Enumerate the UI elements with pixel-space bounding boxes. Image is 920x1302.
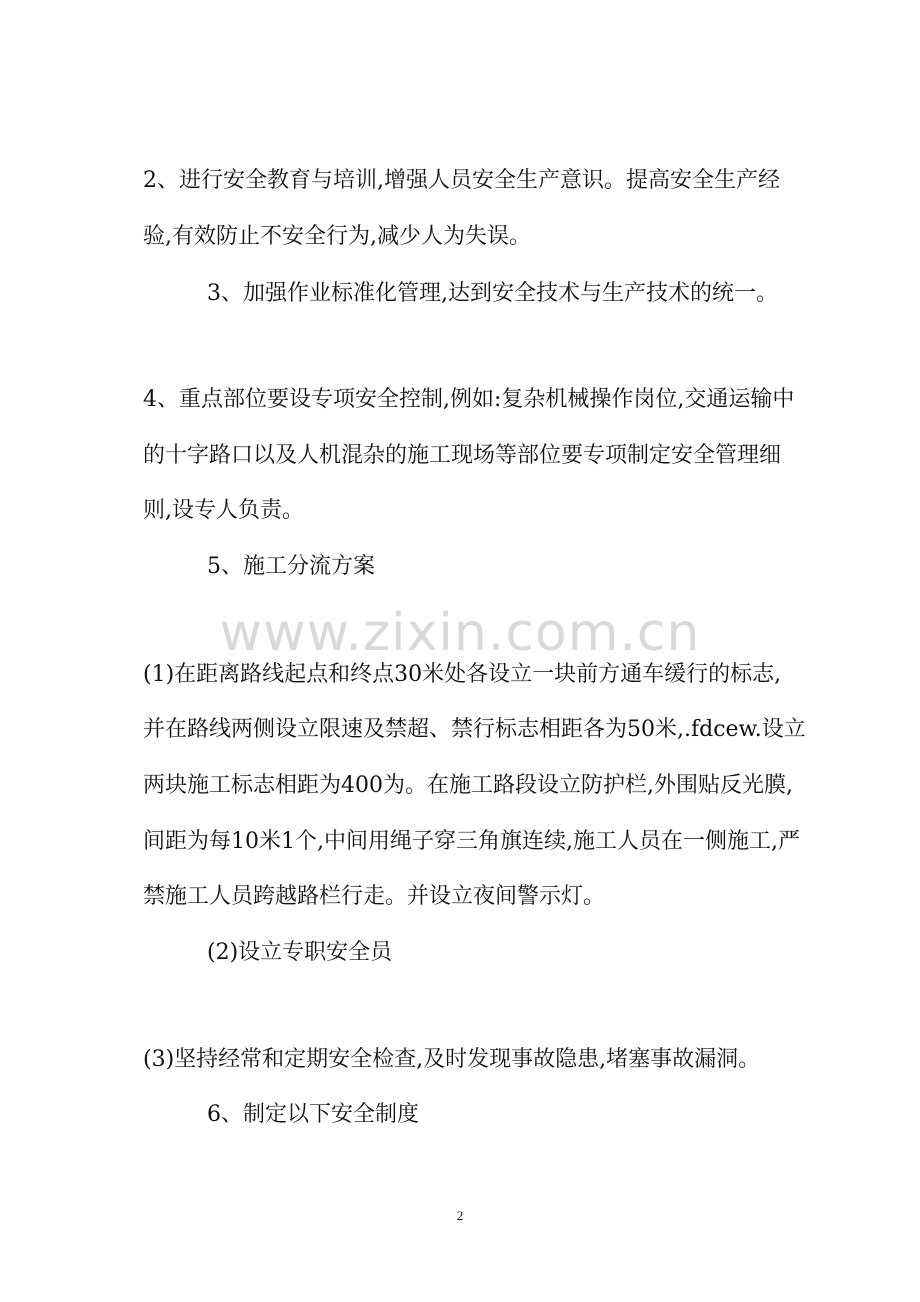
heading-6: 6、制定以下安全制度 xyxy=(207,1102,419,1127)
paragraph-4-line-3: 则,设专人负责。 xyxy=(143,498,304,523)
paragraph-5-1-line-5: 禁施工人员跨越路栏行走。并设立夜间警示灯。 xyxy=(143,884,606,909)
heading-5: 5、施工分流方案 xyxy=(207,554,375,579)
paragraph-5-1-line-3: 两块施工标志相距为400为。在施工路段设立防护栏,外围贴反光膜, xyxy=(143,773,793,798)
paragraph-4-line-2: 的十字路口以及人机混杂的施工现场等部位要专项制定安全管理细 xyxy=(143,443,782,468)
paragraph-5-2: (2)设立专职安全员 xyxy=(207,940,393,965)
paragraph-5-3: (3)坚持经常和定期安全检查,及时发现事故隐患,堵塞事故漏洞。 xyxy=(143,1047,761,1072)
page-number: 2 xyxy=(456,1208,464,1223)
paragraph-4-line-1: 4、重点部位要设专项安全控制,例如:复杂机械操作岗位,交通运输中 xyxy=(143,387,795,412)
paragraph-5-1-line-2: 并在路线两侧设立限速及禁超、禁行标志相距各为50米,.fdcew.设立 xyxy=(143,717,806,742)
paragraph-2-line-2: 验,有效防止不安全行为,减少人为失误。 xyxy=(143,224,531,249)
paragraph-3-line-1: 3、加强作业标准化管理,达到安全技术与生产技术的统一。 xyxy=(207,281,778,306)
paragraph-2-line-1: 2、进行安全教育与培训,增强人员安全生产意识。提高安全生产经 xyxy=(143,168,780,193)
paragraph-5-1-line-1: (1)在距离路线起点和终点30米处各设立一块前方通车缓行的标志, xyxy=(143,662,782,687)
watermark: www.zixin.com.cn xyxy=(219,603,701,663)
paragraph-5-1-line-4: 间距为每10米1个,中间用绳子穿三角旗连续,施工人员在一侧施工,严 xyxy=(143,829,800,854)
